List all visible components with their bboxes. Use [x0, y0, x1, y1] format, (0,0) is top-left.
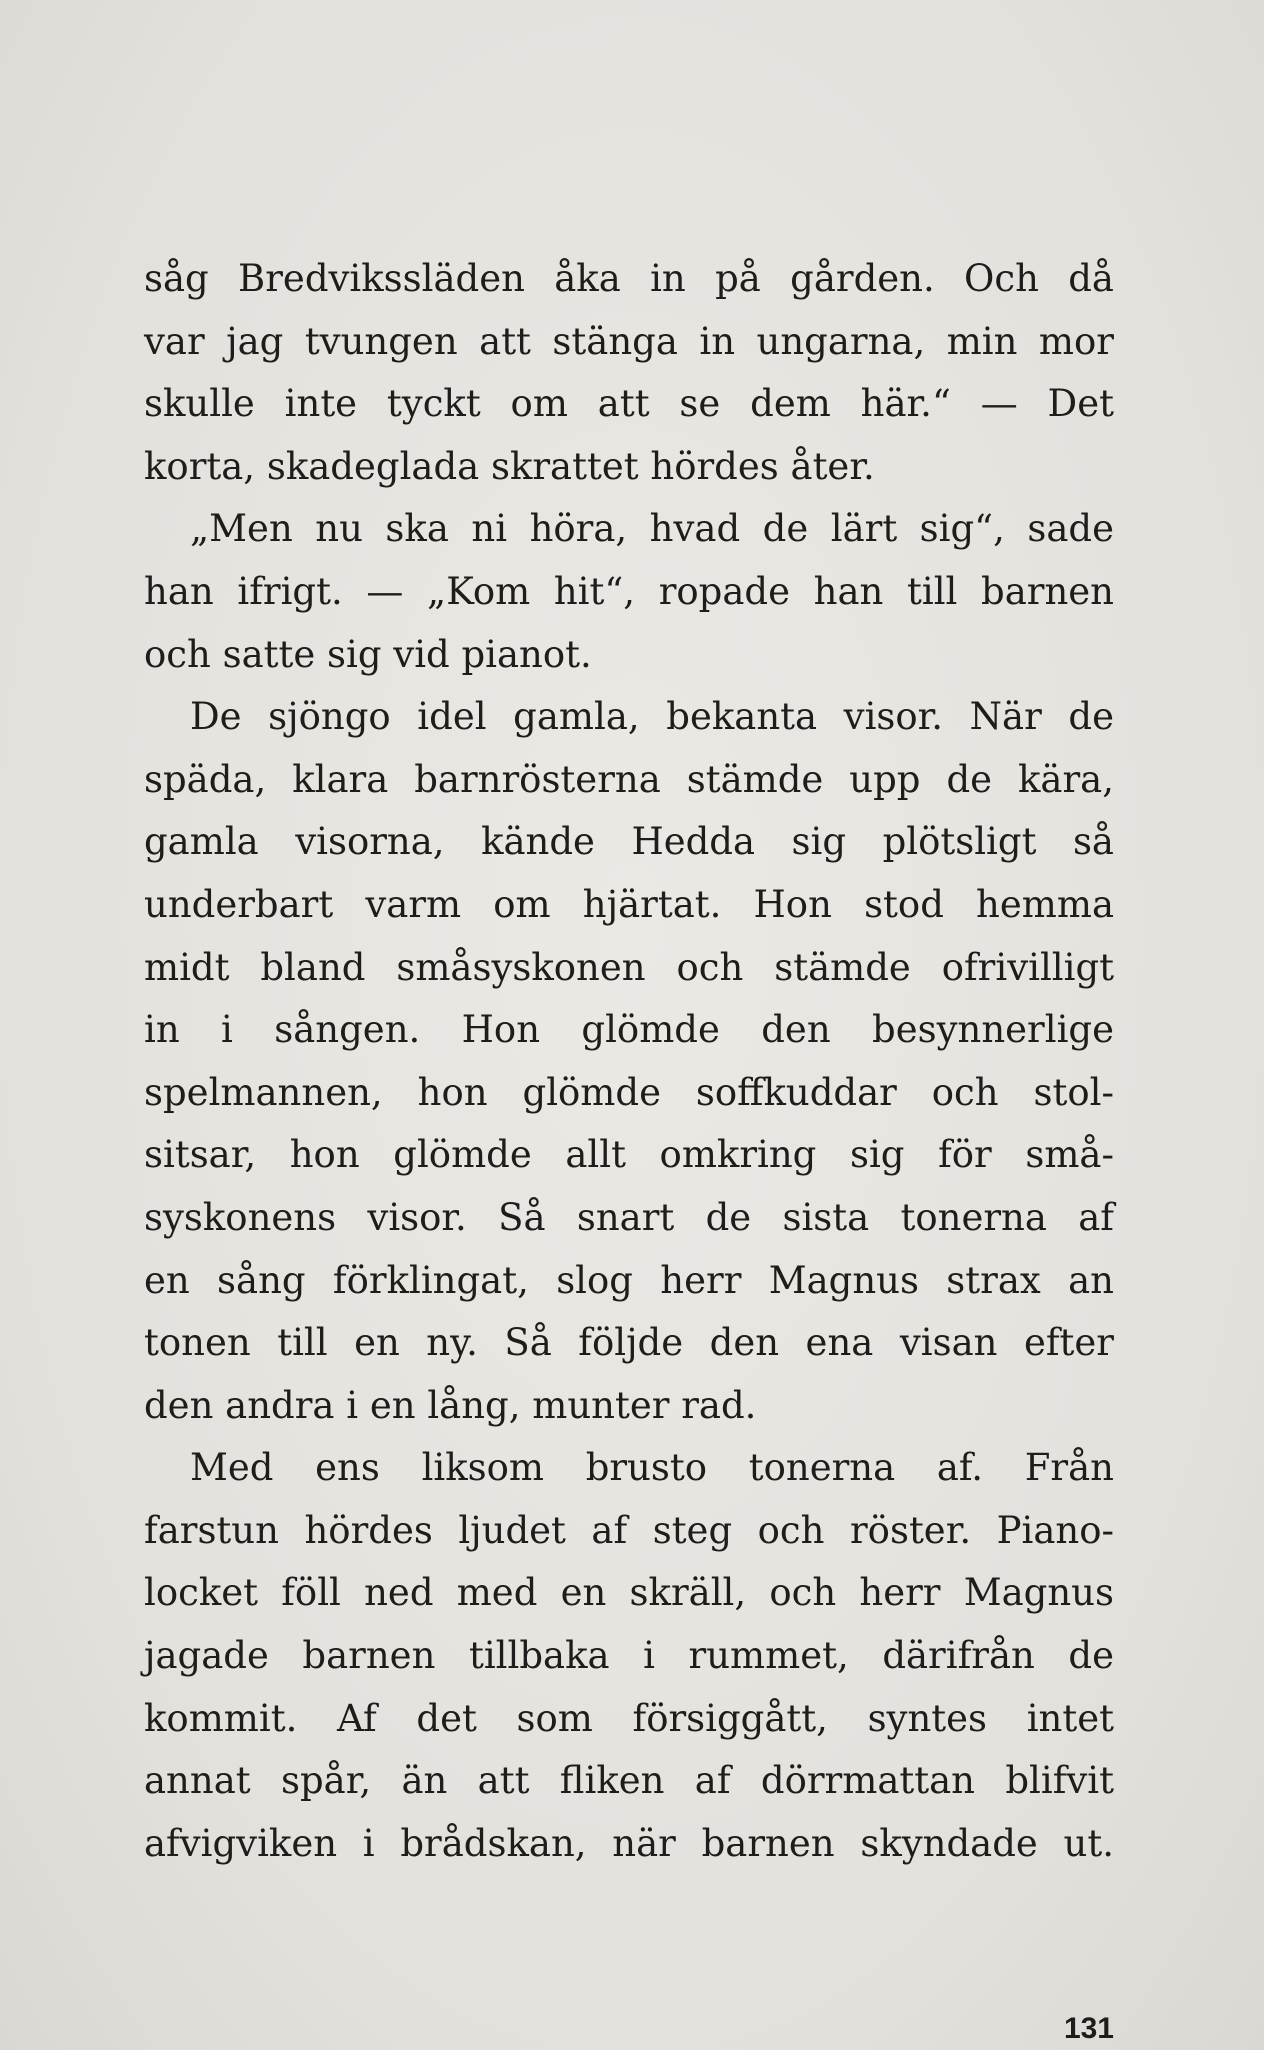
- text-line: späda, klara barnrösterna stämde upp de kära,: [144, 757, 1114, 801]
- text-line: Med ens liksom brusto tonerna af. Från: [190, 1446, 1114, 1490]
- text-line: De sjöngo idel gamla, bekanta visor. När de: [190, 695, 1114, 739]
- text-line: han ifrigt. — „Kom hit“, ropade han till barnen: [144, 569, 1114, 613]
- text-line: var jag tvungen att stänga in ungarna, min mor: [144, 319, 1114, 363]
- text-line: den andra i en lång, munter rad.: [144, 1383, 757, 1427]
- text-line: underbart varm om hjärtat. Hon stod hemma: [144, 882, 1114, 926]
- body-text: [144, 248, 1114, 1875]
- text-line: såg Bredvikssläden åka in på gården. Och då: [144, 257, 1114, 300]
- text-line: och satte sig vid pianot.: [144, 632, 592, 676]
- text-line: afvigviken i brådskan, när barnen skyndade ut.: [144, 1821, 1114, 1865]
- text-line: syskonens visor. Så snart de sista tonerna af: [144, 1195, 1114, 1239]
- text-line: gamla visorna, kände Hedda sig plötsligt så: [144, 820, 1114, 864]
- text-line: locket föll ned med en skräll, och herr Magnus: [144, 1571, 1114, 1615]
- text-line: „Men nu ska ni höra, hvad de lärt sig“, sade: [190, 507, 1114, 551]
- text-line: in i sången. Hon glömde den besynnerlige: [144, 1008, 1114, 1052]
- text-line: kommit. Af det som försiggått, syntes intet: [144, 1696, 1114, 1740]
- text-line: en sång förklingat, slog herr Magnus strax an: [144, 1258, 1114, 1302]
- text-line: jagade barnen tillbaka i rummet, därifrån de: [144, 1634, 1114, 1678]
- text-line: farstun hördes ljudet af steg och röster. Piano-: [144, 1508, 1114, 1552]
- page-number: 131: [1063, 2012, 1114, 2045]
- text-line: tonen till en ny. Så följde den ena visan efter: [144, 1321, 1114, 1365]
- text-line: korta, skadeglada skrattet hördes åter.: [144, 444, 875, 488]
- text-line: spelmannen, hon glömde soffkuddar och stol-: [144, 1070, 1114, 1114]
- text-line: skulle inte tyckt om att se dem här.“ — Det: [144, 382, 1114, 426]
- text-line: midt bland småsyskonen och stämde ofrivilligt: [144, 945, 1114, 989]
- text-line: sitsar, hon glömde allt omkring sig för små-: [144, 1133, 1114, 1177]
- text-line: annat spår, än att fliken af dörrmattan blifvit: [144, 1759, 1114, 1803]
